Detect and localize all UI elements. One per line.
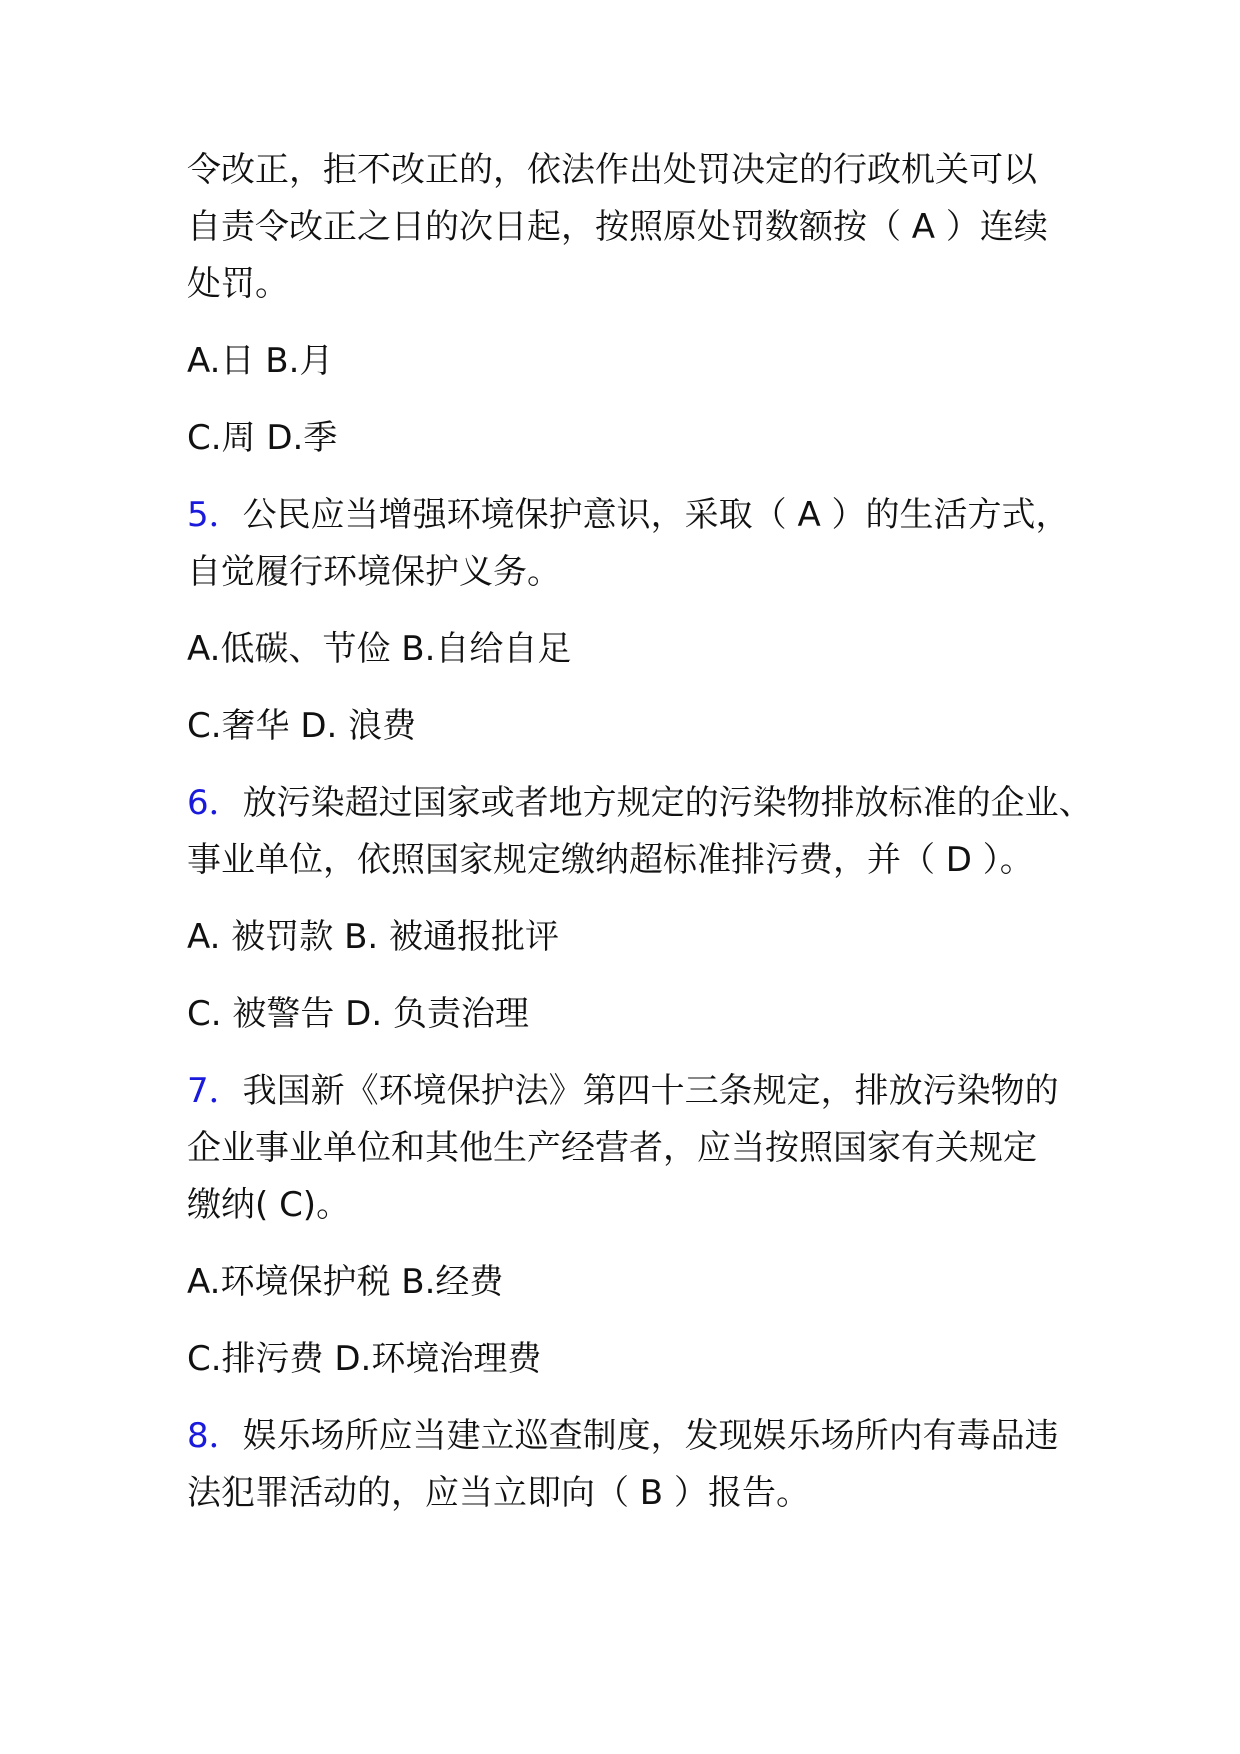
question-text-line: 自觉履行环境保护义务。	[187, 552, 561, 592]
question-7	[187, 1063, 1067, 1388]
question-6	[187, 775, 1093, 1043]
question-text-line: 处罚。	[187, 264, 289, 304]
answer-options-line: A.日 B.月	[187, 341, 334, 381]
document-content	[187, 142, 1093, 1522]
question-text-line: 自责令改正之日的次日起，按照原处罚数额按（ A ）连续	[187, 207, 1048, 247]
answer-options-line: A.环境保护税 B.经费	[187, 1262, 504, 1302]
question-text-line: 放污染超过国家或者地方规定的污染物排放标准的企业、	[242, 783, 1093, 823]
answer-options-line: A.低碳、节俭 B.自给自足	[187, 629, 572, 669]
question-number: 7．	[187, 1071, 243, 1111]
question-text-line: 事业单位，依照国家规定缴纳超标准排污费，并（ D ）。	[187, 840, 1034, 880]
answer-options-line: A. 被罚款 B. 被通报批评	[187, 917, 560, 957]
question-number: 5．	[187, 495, 243, 535]
question-continuation	[187, 142, 1067, 467]
answer-options-line: C.排污费 D.环境治理费	[187, 1339, 542, 1379]
answer-options-line: C.周 D.季	[187, 418, 338, 458]
question-text-line: 令改正，拒不改正的，依法作出处罚决定的行政机关可以	[187, 150, 1037, 190]
question-number: 6．	[187, 783, 243, 823]
question-text-line: 缴纳( C)。	[187, 1185, 351, 1225]
question-text-line: 娱乐场所应当建立巡查制度，发现娱乐场所内有毒品违	[242, 1416, 1059, 1456]
question-text-line: 法犯罪活动的，应当立即向（ B ）报告。	[187, 1473, 810, 1513]
question-5	[187, 487, 1070, 755]
question-text-line: 我国新《环境保护法》第四十三条规定，排放污染物的	[242, 1071, 1059, 1111]
question-8	[187, 1408, 1067, 1522]
answer-options-line: C.奢华 D. 浪费	[187, 706, 417, 746]
question-text-line: 公民应当增强环境保护意识，采取（ A ）的生活方式，	[242, 495, 1070, 535]
question-text-line: 企业事业单位和其他生产经营者，应当按照国家有关规定	[187, 1128, 1037, 1168]
question-number: 8．	[187, 1416, 243, 1456]
answer-options-line: C. 被警告 D. 负责治理	[187, 994, 529, 1034]
